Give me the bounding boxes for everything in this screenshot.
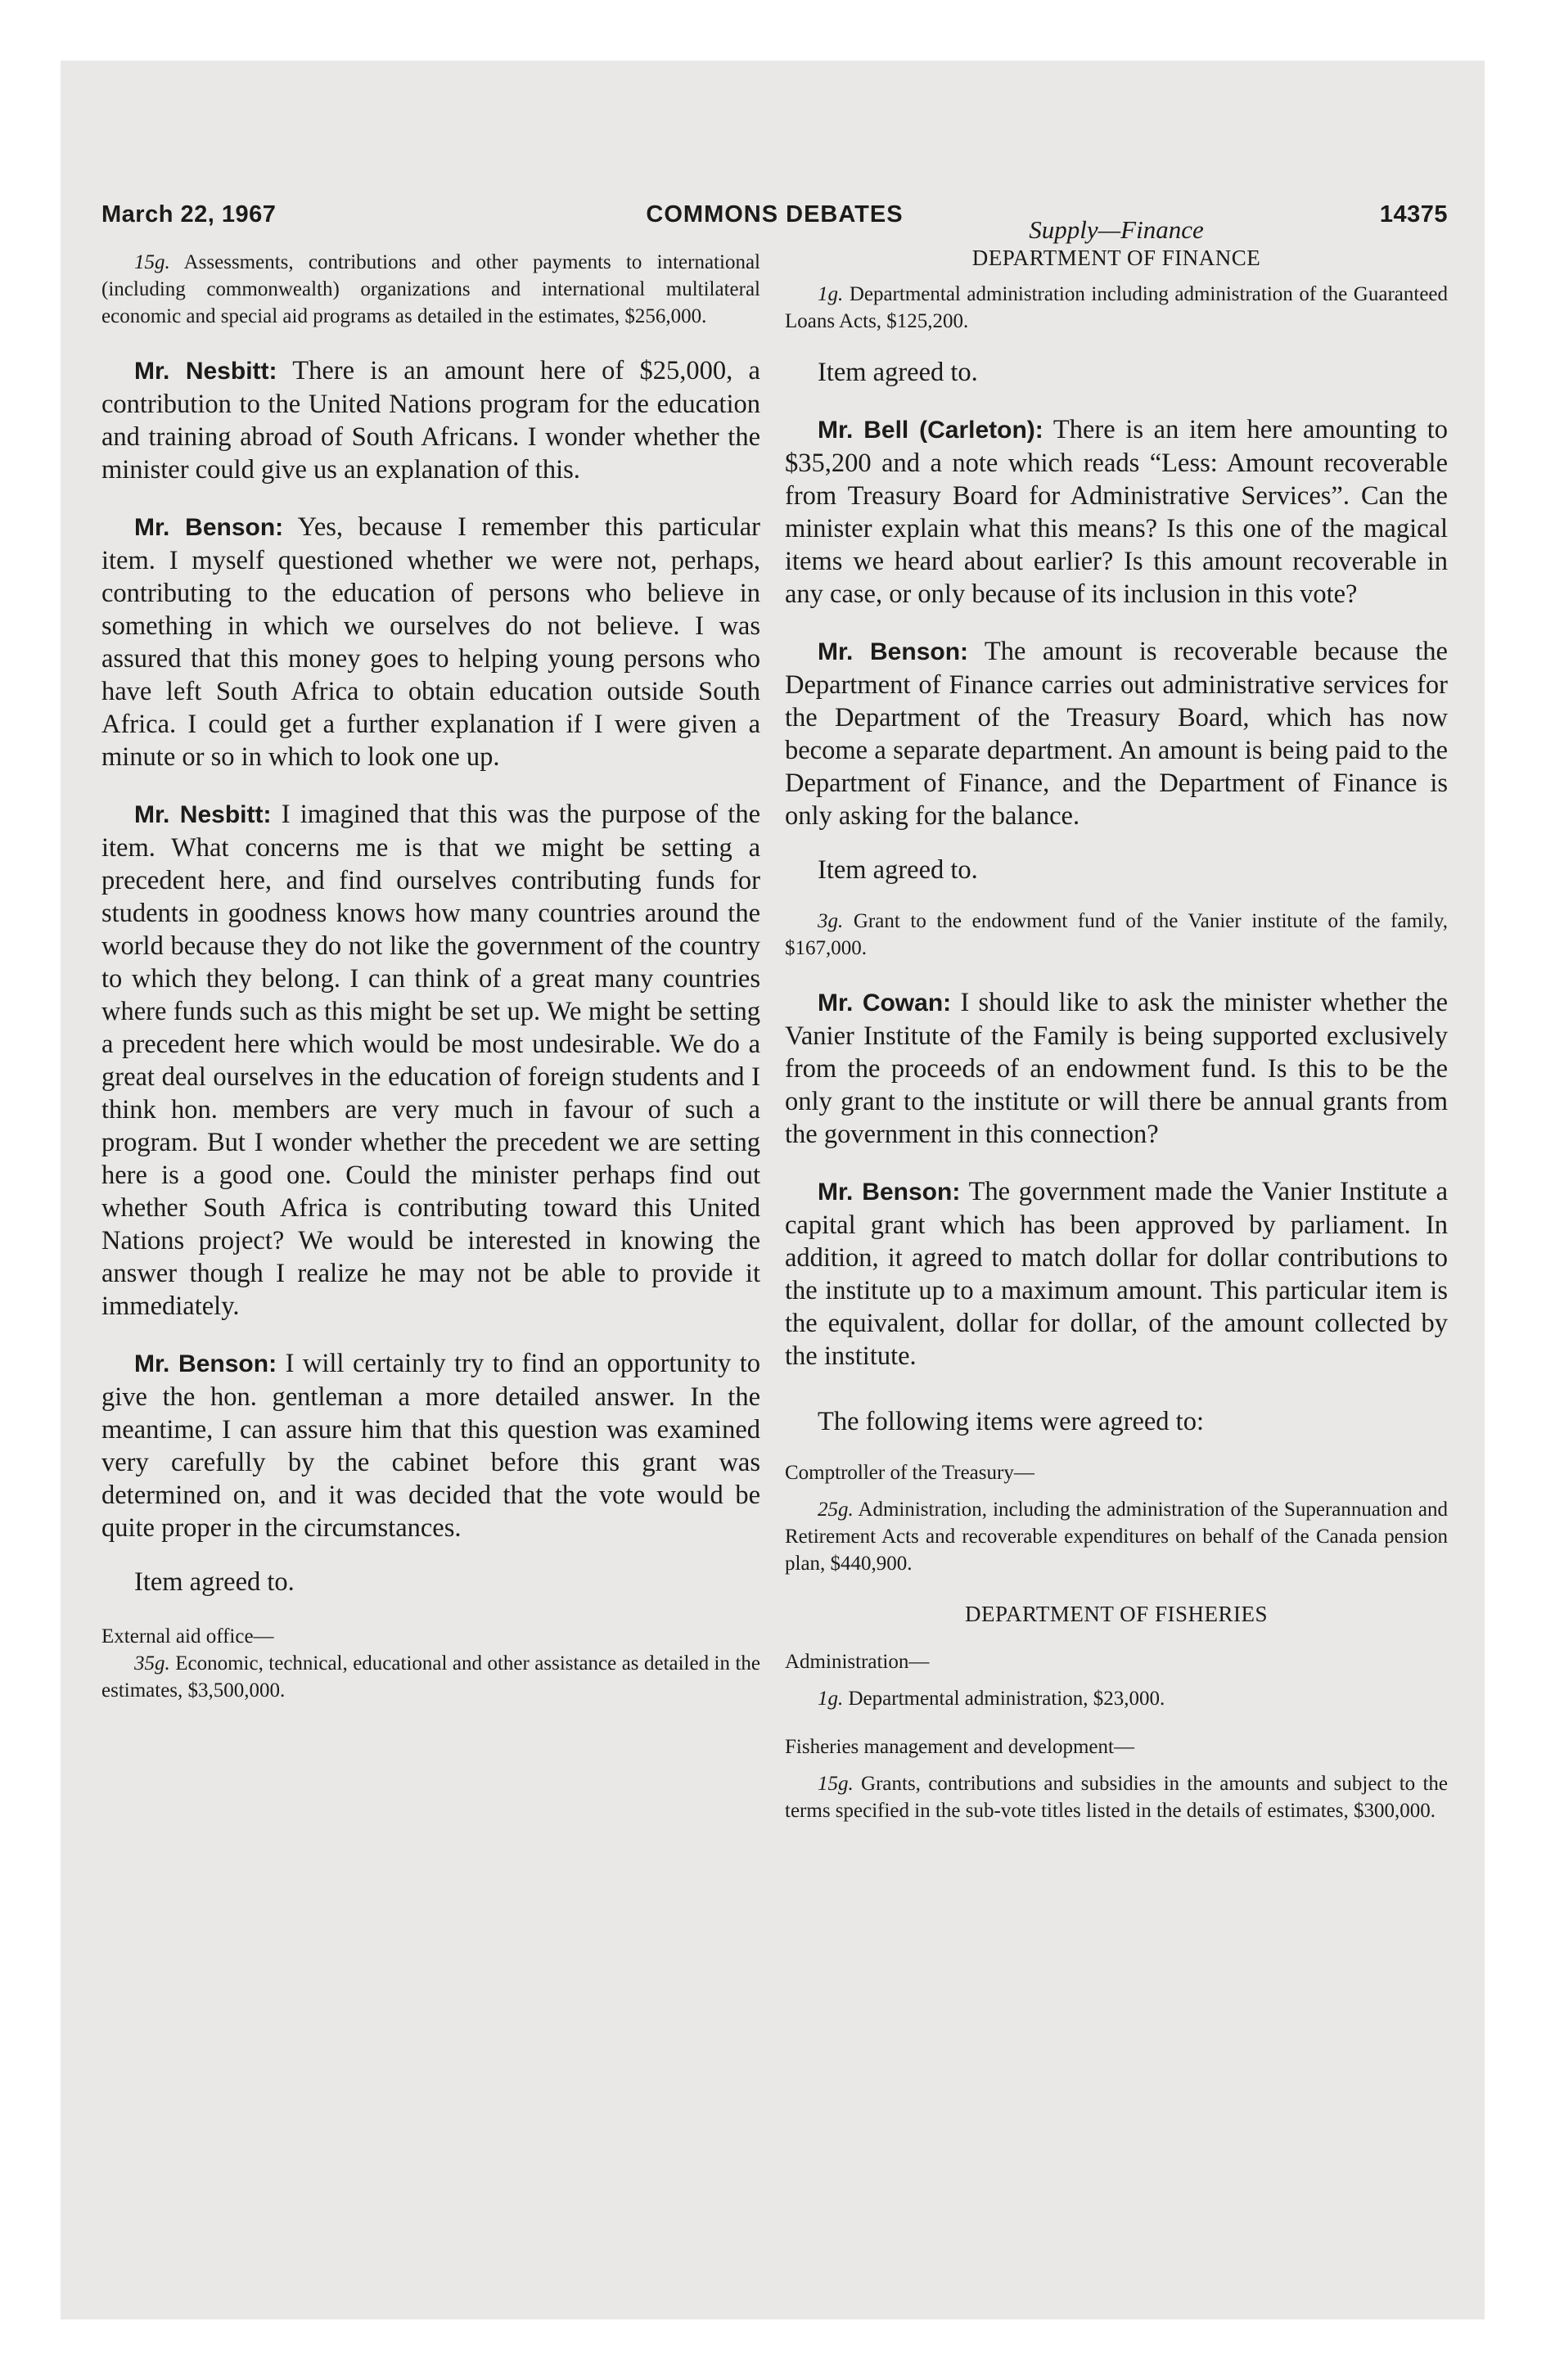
fisheries-management-label: Fisheries management and development— (785, 1736, 1134, 1758)
vote-number: 25g. (818, 1499, 854, 1521)
administration-label: Administration— (785, 1651, 930, 1673)
speech-bell-1 (785, 413, 1448, 611)
speech-text: There is an item here amounting to $35,200 and a note which reads “Less: Amount recoverable from Treasury Board for Administrative Services”. Can the minister explain what this means? Is this one of the magical items we heard about earlier? Is this amount recoverable in any case, or only because of its inclusion in this vote? (785, 415, 1448, 609)
item-agreed-2: Item agreed to. (818, 358, 978, 387)
vote-number: 3g. (818, 910, 844, 932)
speech-text: Yes, because I remember this particular item. I myself questioned whether we were not, perhaps, contributing to the education of persons who believe in something in which we ourselves do not believe. I was assured that this money goes to helping young persons who have left South Africa to obtain education outside South Africa. I could get a further explanation if I were given a minute or so in which to look one up. (101, 512, 760, 772)
speech-cowan-1 (785, 986, 1448, 1151)
header-page-number: 14375 (1379, 201, 1448, 228)
speech-benson-4 (785, 1175, 1448, 1373)
vote-item-25g (785, 1496, 1448, 1577)
vote-number: 1g. (818, 1688, 844, 1710)
speaker-name: Mr. Nesbitt: (134, 801, 272, 828)
speaker-name: Mr. Benson: (134, 514, 284, 541)
vote-number: 1g. (818, 283, 844, 305)
vote-item-35g (101, 1650, 760, 1704)
department-fisheries-heading: DEPARTMENT OF FISHERIES (965, 1602, 1268, 1626)
speaker-name: Mr. Bell (Carleton): (818, 417, 1043, 444)
document-page (61, 61, 1485, 2319)
speech-text: I will certainly try to find an opportunity to give the hon. gentleman a more detailed answer. In the meantime, I can assure him that this question was examined very carefully by the cabinet before this grant was determined on, and it was decided that the vote would be quite proper in the circumstances. (101, 1349, 761, 1543)
vote-item-1g (785, 281, 1448, 335)
comptroller-label: Comptroller of the Treasury— (785, 1462, 1034, 1484)
vote-text: Assessments, contributions and other payments to international (including commonwealth) organizations and international multilateral economic and special aid programs as detailed in the estimates, $256,000. (101, 251, 760, 327)
vote-item-3g (785, 908, 1448, 962)
external-aid-label: External aid office— (101, 1625, 274, 1648)
vote-item-15g-fisheries (785, 1770, 1448, 1824)
speech-benson-3 (785, 635, 1448, 832)
speaker-name: Mr. Cowan: (818, 989, 952, 1016)
right-column (785, 215, 1449, 1824)
vote-item-1g-fisheries (785, 1685, 1448, 1712)
speech-text: The amount is recoverable because the Department of Finance carries out administrative services for the Department of the Treasury Board, which has now become a separate department. An amount is being paid to the Department of Finance, and the Department of Finance is only asking for the balance. (785, 637, 1448, 831)
vote-text: Grant to the endowment fund of the Vanier institute of the family, $167,000. (785, 910, 1449, 959)
vote-text: Departmental administration including administration of the Guaranteed Loans Acts, $125,200. (785, 283, 1449, 332)
speaker-name: Mr. Benson: (818, 1179, 961, 1206)
vote-item-15g (101, 249, 760, 330)
speech-text: I should like to ask the minister whether the Vanier Institute of the Family is being supported exclusively from the proceeds of an endowment fund. Is this to be the only grant to the institute or will there be annual grants from the government in this connection? (785, 988, 1449, 1149)
speech-nesbitt-1 (101, 354, 760, 486)
vote-text: Grants, contributions and subsidies in the amounts and subject to the terms specified in the sub-vote titles listed in the details of estimates, $300,000. (785, 1773, 1448, 1822)
vote-number: 15g. (818, 1773, 854, 1795)
speech-benson-1 (101, 511, 760, 773)
speech-text: The government made the Vanier Institute a capital grant which has been approved by parliament. In addition, it agreed to match dollar for dollar contributions to the institute up to a maximum amount. This particular item is the equivalent, dollar for dollar, of the amount collected by the institute. (785, 1177, 1448, 1371)
speaker-name: Mr. Nesbitt: (134, 358, 277, 385)
vote-text: Administration, including the administration of the Superannuation and Retirement Acts and recoverable expenditures on behalf of the Canada pension plan, $440,900. (785, 1499, 1448, 1575)
speaker-name: Mr. Benson: (134, 1350, 277, 1377)
left-column (101, 249, 760, 1704)
vote-number: 15g. (134, 251, 170, 273)
vote-number: 35g. (134, 1652, 170, 1675)
following-items-agreed: The following items were agreed to: (818, 1407, 1204, 1436)
speaker-name: Mr. Benson: (818, 638, 969, 665)
speech-benson-2 (101, 1347, 760, 1544)
header-date: March 22, 1967 (101, 201, 277, 228)
speech-text: I imagined that this was the purpose of the item. What concerns me is that we might be setting a precedent here, and find ourselves contributing funds for students in goodness knows how many countries around the world because they do not like the government of the country to which they belong. I can think of a great many countries where funds such as this might be set up. We might be setting a precedent here which would be most undesirable. We do a great deal ourselves in the education of foreign students and I think hon. members are very much in favour of such a program. But I wonder whether the precedent we are setting here is a good one. Could the minister perhaps find out whether South Africa is contributing toward this United Nations project? We would be interested in knowing the answer though I realize he may not be able to provide it immediately. (101, 800, 761, 1321)
department-finance-heading: DEPARTMENT OF FINANCE (971, 246, 1261, 270)
speech-text: There is an amount here of $25,000, a contribution to the United Nations program for the education and training abroad of South Africans. I wonder whether the minister could give us an explanation of this. (101, 356, 760, 485)
item-agreed-1: Item agreed to. (134, 1567, 295, 1597)
header-title: COMMONS DEBATES (646, 201, 904, 228)
vote-text: Departmental administration, $23,000. (848, 1688, 1165, 1710)
speech-nesbitt-2 (101, 798, 760, 1323)
vote-text: Economic, technical, educational and other assistance as detailed in the estimates, $3,500,000. (101, 1652, 761, 1702)
supply-heading: Supply—Finance (1029, 215, 1204, 244)
item-agreed-3: Item agreed to. (818, 855, 978, 885)
